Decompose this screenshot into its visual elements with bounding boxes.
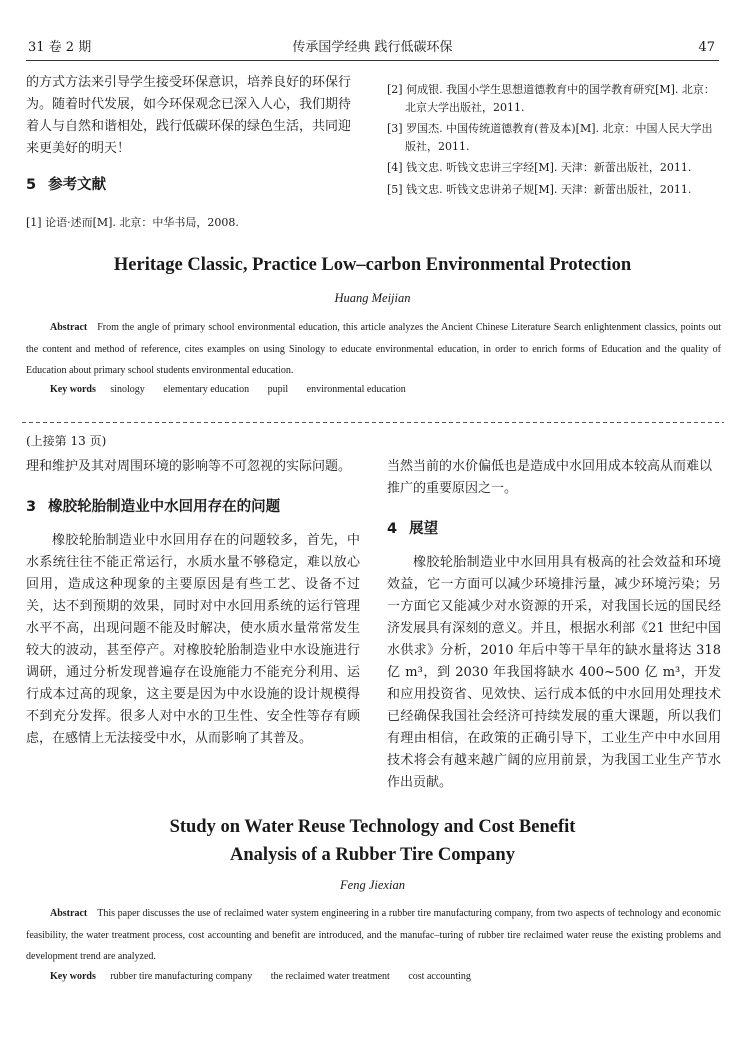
running-header: [26, 36, 719, 61]
continued-from-note: (上接第 13 页): [26, 434, 107, 448]
keyword: pupil: [267, 384, 289, 395]
section-heading-problems: [26, 496, 360, 518]
reference-4: [4] 钱文忠. 听钱文忠讲三字经[M]. 天津：新蕾出版社，2011.: [387, 161, 692, 174]
reference-list: [387, 81, 721, 202]
running-title: 传承国学经典 践行低碳环保: [292, 40, 453, 55]
article1-author: Huang Meijian: [334, 291, 411, 305]
keyword: cost accounting: [408, 971, 471, 982]
keyword: elementary education: [163, 384, 250, 395]
keyword: environmental education: [306, 384, 406, 395]
outlook-paragraph: 橡胶轮胎制造业中水回用具有极高的社会效益和环境效益，它一方面可以减少环境排污量，减少环境污染；另一方面它又能减少对水资源的开采，对我国长远的国民经济发展具有深刻的意义。并且，根据水利部《21 世纪中国水供求》分析，2010 年后中等干旱年的缺水量将达 318 亿 m³，到 2030 年我国将缺水 400~500 亿 m³，开发和应用投资省、见效快、运行成本低的中水回用处理技术已经确保我国社会经济可持续发展的重大课题，所以我们有理由相信，在政策的正确引导下，工业生产中中水回用技术将会有越来越广阔的应用前景，为我国工业生产节水作出贡献。: [387, 555, 721, 790]
article-separator: [22, 418, 724, 426]
section-title: 橡胶轮胎制造业中水回用存在的问题: [48, 499, 281, 515]
article2-english-title-line1: Study on Water Reuse Technology and Cost Benefit: [169, 817, 576, 837]
closing-paragraph: 的方式方法来引导学生接受环保意识，培养良好的环保行为。随着时代发展，如今环保观念已深入人心，我们期待着人与自然和谐相处，践行低碳环保的绿色生活，共同迎来更美好的明天！: [26, 75, 352, 156]
section-number: 5: [26, 177, 37, 193]
reference-5: [5] 钱文忠. 听钱文忠讲弟子规[M]. 天津：新蕾出版社，2011.: [387, 182, 692, 196]
section-title: 参考文献: [48, 177, 107, 193]
problems-paragraph: 橡胶轮胎制造业中水回用存在的问题较多，首先，中水系统往往不能正常运行，水质水量不够稳定，难以放心回用，造成这种现象的主要原因是有些工艺、设备不过关，达不到预期的效果，同时对中水回用系统的运行管理水平不高，出现问题不能及时解决，使水质水量常常发生较大的波动，甚至停产。对橡胶轮胎制造业中水设施进行调研，通过分析发现普遍存在设施能力不能充分利用、运行成本过高的现象，这主要是因为中水设施的设计规模得不到充分发挥。很多人对中水的卫生性、安全性等存有顾虑，在感情上无法接受中水，从而影响了其普及。: [26, 533, 360, 746]
section-number: 3: [26, 499, 37, 515]
top-left-column: [26, 72, 360, 231]
abstract-text: This paper discusses the use of reclaimed water system engineering in a rubber tire manufacturing company, from two aspects of technology and economic feasibility, the water treatment process, cost accounting and benefit are introduced, and the manufac–turing of rubber tire reclaimed water reuse the existing problems and development trend are analyzed.: [26, 908, 721, 962]
section-heading-outlook: [387, 518, 721, 540]
keyword: sinology: [110, 384, 145, 395]
article1-english-title: Heritage Classic, Practice Low–carbon Environmental Protection: [113, 255, 632, 275]
continued-paragraph: 当然当前的水价偏低也是造成中水回用成本较高从而难以推广的重要原因之一。: [387, 459, 713, 496]
keywords-label: Key words: [50, 971, 96, 982]
reference-1: [1] 论语·述而[M]. 北京：中华书局，2008.: [26, 216, 239, 229]
abstract-label: Abstract: [50, 908, 88, 919]
abstract-text: From the angle of primary school environmental education, this article analyzes the Ancient Chinese Literature Search enlightenment classics, points out the content and method of reference, cites examples on using Sinology to educate environmental education, in order to enrich forms of Education and the quality of Education about primary school students environmental education.: [26, 322, 721, 376]
article2-abstract: [26, 903, 721, 968]
reference-3: [3] 罗国杰. 中国传统道德教育(普及本)[M]. 北京：中国人民大学出版社，2011.: [387, 122, 713, 153]
article1-keywords: [50, 384, 422, 395]
abstract-label: Abstract: [50, 322, 88, 333]
continued-paragraph: 理和维护及其对周围环境的影响等不可忽视的实际问题。: [26, 459, 352, 474]
page-number: 47: [698, 40, 715, 55]
keyword: the reclaimed water treatment: [270, 971, 390, 982]
section-title: 展望: [409, 521, 439, 537]
bottom-right-column: [387, 456, 721, 794]
section-heading-references: [26, 174, 360, 196]
reference-2: [2] 何成银. 我国小学生思想道德教育中的国学教育研究[M]. 北京：北京大学出版社，2011.: [387, 83, 715, 114]
keyword: rubber tire manufacturing company: [110, 971, 253, 982]
journal-volume: 31 卷 2 期: [28, 40, 92, 55]
keywords-label: Key words: [50, 384, 96, 395]
article2-author: Feng Jiexian: [340, 878, 405, 892]
article1-abstract: [26, 317, 721, 382]
article2-keywords: [50, 971, 487, 982]
article2-english-title-line2: Analysis of a Rubber Tire Company: [230, 845, 515, 865]
bottom-left-column: [26, 456, 360, 750]
section-number: 4: [387, 521, 398, 537]
